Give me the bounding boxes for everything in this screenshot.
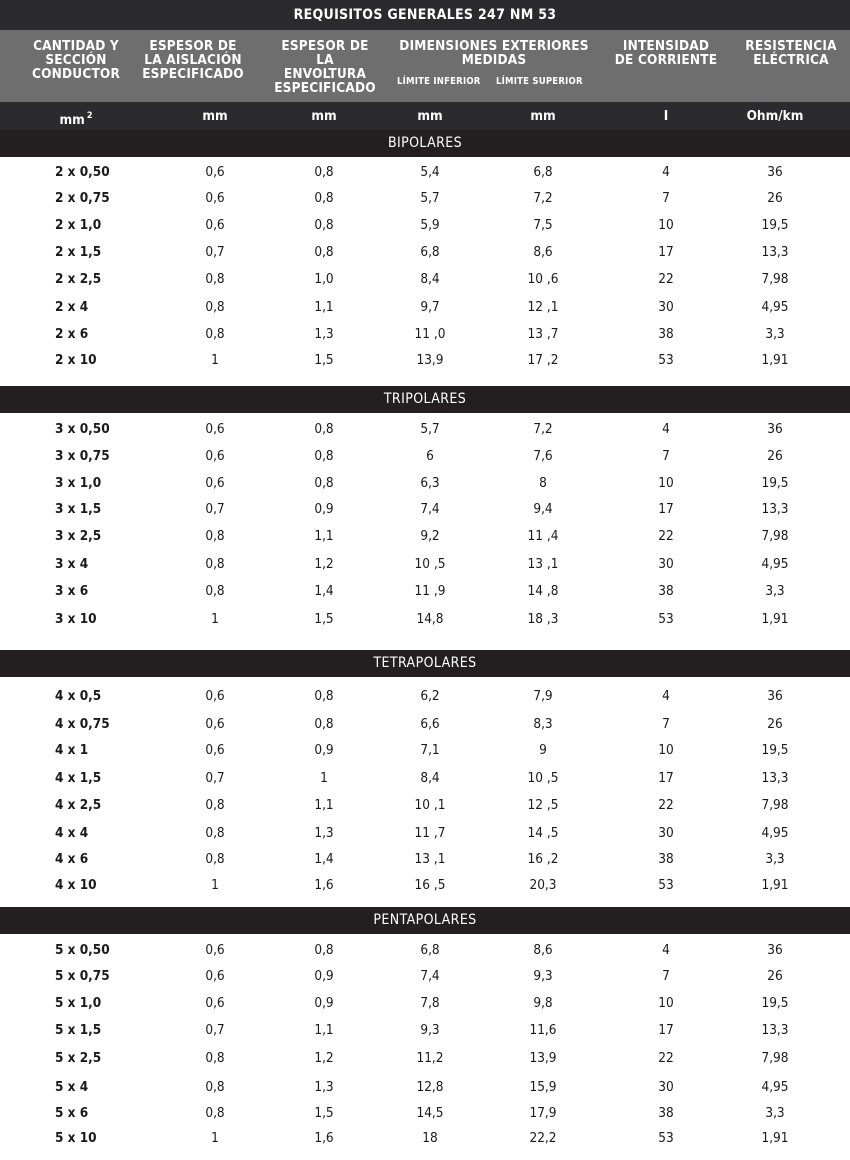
- conductor-cell: 3 x 1,0: [55, 475, 102, 491]
- value-cell: 0,9: [314, 501, 334, 517]
- conductor-cell: 3 x 6: [55, 583, 89, 599]
- value-cell: 3,3: [765, 1105, 785, 1121]
- value-cell: 17,9: [529, 1105, 557, 1121]
- value-cell: 10: [658, 475, 674, 491]
- header-limite-inferior: LÍMITE INFERIOR: [397, 76, 481, 87]
- value-cell: 8,4: [420, 271, 440, 287]
- value-cell: 36: [767, 164, 783, 180]
- value-cell: 0,8: [314, 164, 334, 180]
- value-cell: 26: [767, 190, 783, 206]
- value-cell: 9: [539, 742, 547, 758]
- value-cell: 9,3: [420, 1022, 440, 1038]
- conductor-cell: 2 x 6: [55, 326, 89, 342]
- value-cell: 1,91: [761, 1130, 789, 1146]
- value-cell: 7,2: [533, 421, 553, 437]
- table-row: [0, 240, 850, 264]
- value-cell: 20,3: [529, 877, 557, 893]
- value-cell: 1,2: [314, 556, 334, 572]
- value-cell: 6,6: [420, 716, 440, 732]
- units-row: [0, 102, 850, 130]
- value-cell: 36: [767, 688, 783, 704]
- table-row: [0, 873, 850, 897]
- table-row: [0, 1075, 850, 1099]
- value-cell: 0,8: [314, 217, 334, 233]
- value-cell: 0,8: [205, 326, 225, 342]
- header-line: ESPESOR DE: [149, 38, 237, 54]
- conductor-cell: 5 x 0,75: [55, 968, 110, 984]
- value-cell: 16 ,2: [527, 851, 559, 867]
- value-cell: 9,7: [420, 299, 440, 315]
- value-cell: 0,7: [205, 770, 225, 786]
- value-cell: 13 ,1: [414, 851, 446, 867]
- value-cell: 30: [658, 556, 674, 572]
- header-line: CONDUCTOR: [31, 66, 121, 82]
- value-cell: 1,1: [314, 299, 334, 315]
- value-cell: 19,5: [761, 995, 789, 1011]
- value-cell: 38: [658, 1105, 674, 1121]
- value-cell: 53: [658, 1130, 674, 1146]
- table-row: [0, 552, 850, 576]
- value-cell: 0,7: [205, 244, 225, 260]
- value-cell: 12 ,5: [527, 797, 559, 813]
- section-header: TRIPOLARES: [0, 386, 850, 413]
- value-cell: 10 ,6: [527, 271, 559, 287]
- value-cell: 0,8: [205, 583, 225, 599]
- unit-limite-inferior: mm: [417, 108, 443, 124]
- unit-text: mm: [59, 112, 85, 128]
- value-cell: 38: [658, 326, 674, 342]
- table-row: [0, 938, 850, 962]
- value-cell: 5,9: [420, 217, 440, 233]
- header-espesor-aislacion: [136, 39, 250, 81]
- table-row: [0, 471, 850, 495]
- value-cell: 17: [658, 244, 674, 260]
- value-cell: 13,9: [529, 1050, 557, 1066]
- value-cell: 13,3: [761, 770, 789, 786]
- value-cell: 1,0: [314, 271, 334, 287]
- table-row: [0, 991, 850, 1015]
- value-cell: 10 ,5: [414, 556, 446, 572]
- header-limite-superior: LÍMITE SUPERIOR: [496, 76, 583, 87]
- value-cell: 0,6: [205, 995, 225, 1011]
- table-row: [0, 1101, 850, 1125]
- value-cell: 12,8: [416, 1079, 444, 1095]
- value-cell: 22: [658, 528, 674, 544]
- table-row: [0, 712, 850, 736]
- value-cell: 4,95: [761, 1079, 789, 1095]
- value-cell: 11 ,4: [527, 528, 559, 544]
- value-cell: 0,6: [205, 716, 225, 732]
- value-cell: 13 ,7: [527, 326, 559, 342]
- value-cell: 11,6: [529, 1022, 557, 1038]
- value-cell: 6,8: [420, 942, 440, 958]
- value-cell: 1,3: [314, 326, 334, 342]
- unit-superscript: 2: [86, 111, 93, 121]
- header-dimensiones-exteriores: [394, 39, 594, 67]
- value-cell: 19,5: [761, 217, 789, 233]
- value-cell: 0,8: [205, 825, 225, 841]
- value-cell: 0,8: [205, 1105, 225, 1121]
- header-line: INTENSIDAD: [622, 38, 710, 54]
- header-line: MEDIDAS: [461, 52, 527, 68]
- conductor-cell: 3 x 0,75: [55, 448, 110, 464]
- value-cell: 1: [211, 352, 219, 368]
- value-cell: 4,95: [761, 299, 789, 315]
- value-cell: 0,6: [205, 421, 225, 437]
- section-header: TETRAPOLARES: [0, 650, 850, 677]
- value-cell: 26: [767, 716, 783, 732]
- value-cell: 1,1: [314, 1022, 334, 1038]
- conductor-cell: 2 x 1,5: [55, 244, 102, 260]
- value-cell: 1,1: [314, 528, 334, 544]
- table-row: [0, 186, 850, 210]
- value-cell: 53: [658, 352, 674, 368]
- header-line: ENVOLTURA: [283, 66, 367, 82]
- conductor-cell: 4 x 0,75: [55, 716, 110, 732]
- value-cell: 1,1: [314, 797, 334, 813]
- value-cell: 8,6: [533, 942, 553, 958]
- conductor-cell: 4 x 0,5: [55, 688, 102, 704]
- value-cell: 9,8: [533, 995, 553, 1011]
- value-cell: 18 ,3: [527, 611, 559, 627]
- table-row: [0, 1018, 850, 1042]
- value-cell: 0,9: [314, 742, 334, 758]
- value-cell: 1: [320, 770, 328, 786]
- table-row: [0, 524, 850, 548]
- value-cell: 0,8: [205, 299, 225, 315]
- header-line: ESPECIFICADO: [274, 80, 376, 96]
- header-line: ELÉCTRICA: [753, 52, 829, 68]
- value-cell: 6: [426, 448, 434, 464]
- header-line: RESISTENCIA: [745, 38, 837, 54]
- value-cell: 14 ,5: [527, 825, 559, 841]
- value-cell: 4: [662, 942, 670, 958]
- value-cell: 1,6: [314, 1130, 334, 1146]
- value-cell: 0,9: [314, 995, 334, 1011]
- value-cell: 7,5: [533, 217, 553, 233]
- unit-limite-superior: mm: [530, 108, 556, 124]
- section-header: PENTAPOLARES: [0, 907, 850, 934]
- conductor-cell: 5 x 2,5: [55, 1050, 102, 1066]
- value-cell: 14 ,8: [527, 583, 559, 599]
- table-row: [0, 738, 850, 762]
- value-cell: 5,7: [420, 190, 440, 206]
- value-cell: 0,6: [205, 968, 225, 984]
- value-cell: 1,3: [314, 825, 334, 841]
- value-cell: 3,3: [765, 326, 785, 342]
- value-cell: 26: [767, 968, 783, 984]
- table-row: [0, 684, 850, 708]
- table-row: [0, 417, 850, 441]
- conductor-cell: 5 x 1,5: [55, 1022, 102, 1038]
- conductor-cell: 2 x 10: [55, 352, 97, 368]
- value-cell: 22: [658, 797, 674, 813]
- conductor-cell: 3 x 4: [55, 556, 89, 572]
- conductor-cell: 5 x 0,50: [55, 942, 110, 958]
- value-cell: 22,2: [529, 1130, 557, 1146]
- value-cell: 7: [662, 968, 670, 984]
- value-cell: 1: [211, 611, 219, 627]
- value-cell: 11,2: [416, 1050, 444, 1066]
- value-cell: 7: [662, 716, 670, 732]
- conductor-cell: 3 x 2,5: [55, 528, 102, 544]
- table-row: [0, 964, 850, 988]
- table-row: [0, 267, 850, 291]
- value-cell: 10 ,5: [527, 770, 559, 786]
- unit-resistencia: Ohm/km: [746, 108, 804, 124]
- value-cell: 7,4: [420, 501, 440, 517]
- value-cell: 6,2: [420, 688, 440, 704]
- value-cell: 8,4: [420, 770, 440, 786]
- value-cell: 12 ,1: [527, 299, 559, 315]
- table-row: [0, 607, 850, 631]
- value-cell: 7: [662, 448, 670, 464]
- value-cell: 6,8: [533, 164, 553, 180]
- value-cell: 36: [767, 942, 783, 958]
- conductor-cell: 5 x 4: [55, 1079, 89, 1095]
- section-header: BIPOLARES: [0, 130, 850, 157]
- value-cell: 10: [658, 217, 674, 233]
- header-line: LA: [316, 52, 334, 68]
- value-cell: 30: [658, 299, 674, 315]
- conductor-cell: 2 x 0,75: [55, 190, 110, 206]
- conductor-cell: 5 x 1,0: [55, 995, 102, 1011]
- table-row: [0, 1046, 850, 1070]
- value-cell: 0,8: [205, 851, 225, 867]
- value-cell: 0,7: [205, 501, 225, 517]
- value-cell: 26: [767, 448, 783, 464]
- value-cell: 17: [658, 501, 674, 517]
- value-cell: 7: [662, 190, 670, 206]
- conductor-cell: 3 x 10: [55, 611, 97, 627]
- value-cell: 6,8: [420, 244, 440, 260]
- header-line: SECCIÓN: [45, 52, 107, 68]
- value-cell: 0,6: [205, 448, 225, 464]
- value-cell: 53: [658, 611, 674, 627]
- table-row: [0, 793, 850, 817]
- value-cell: 13 ,1: [527, 556, 559, 572]
- value-cell: 1,2: [314, 1050, 334, 1066]
- value-cell: 7,98: [761, 797, 789, 813]
- value-cell: 19,5: [761, 742, 789, 758]
- table-row: [0, 348, 850, 372]
- value-cell: 38: [658, 851, 674, 867]
- value-cell: 7,98: [761, 1050, 789, 1066]
- value-cell: 1,5: [314, 611, 334, 627]
- value-cell: 22: [658, 271, 674, 287]
- value-cell: 7,1: [420, 742, 440, 758]
- value-cell: 18: [422, 1130, 438, 1146]
- value-cell: 14,8: [416, 611, 444, 627]
- value-cell: 17 ,2: [527, 352, 559, 368]
- value-cell: 1,4: [314, 583, 334, 599]
- header-line: DIMENSIONES EXTERIORES: [399, 38, 589, 54]
- unit-envoltura: mm: [311, 108, 337, 124]
- value-cell: 0,6: [205, 742, 225, 758]
- conductor-cell: 4 x 6: [55, 851, 89, 867]
- table-row: [0, 579, 850, 603]
- header-line: ESPESOR DE: [281, 38, 369, 54]
- conductor-cell: 4 x 10: [55, 877, 97, 893]
- value-cell: 14,5: [416, 1105, 444, 1121]
- conductor-cell: 4 x 1: [55, 742, 89, 758]
- value-cell: 7,8: [420, 995, 440, 1011]
- value-cell: 0,8: [205, 797, 225, 813]
- value-cell: 0,6: [205, 164, 225, 180]
- value-cell: 0,8: [314, 688, 334, 704]
- value-cell: 0,8: [314, 421, 334, 437]
- table-row: [0, 213, 850, 237]
- value-cell: 30: [658, 1079, 674, 1095]
- value-cell: 22: [658, 1050, 674, 1066]
- table-row: [0, 295, 850, 319]
- value-cell: 0,8: [314, 190, 334, 206]
- value-cell: 5,7: [420, 421, 440, 437]
- value-cell: 4,95: [761, 825, 789, 841]
- table-row: [0, 847, 850, 871]
- header-line: CANTIDAD Y: [33, 38, 119, 54]
- value-cell: 36: [767, 421, 783, 437]
- value-cell: 1,91: [761, 352, 789, 368]
- value-cell: 1,5: [314, 1105, 334, 1121]
- value-cell: 13,9: [416, 352, 444, 368]
- value-cell: 0,6: [205, 475, 225, 491]
- value-cell: 0,8: [314, 244, 334, 260]
- conductor-cell: 2 x 1,0: [55, 217, 102, 233]
- value-cell: 0,8: [314, 448, 334, 464]
- header-line: DE CORRIENTE: [614, 52, 718, 68]
- table-row: [0, 444, 850, 468]
- value-cell: 0,8: [314, 716, 334, 732]
- value-cell: 8: [539, 475, 547, 491]
- value-cell: 9,2: [420, 528, 440, 544]
- value-cell: 11 ,7: [414, 825, 446, 841]
- value-cell: 10: [658, 995, 674, 1011]
- value-cell: 1,4: [314, 851, 334, 867]
- conductor-cell: 2 x 0,50: [55, 164, 110, 180]
- header-cantidad-seccion: [30, 39, 122, 81]
- table-row: [0, 766, 850, 790]
- value-cell: 8,6: [533, 244, 553, 260]
- conductor-cell: 4 x 2,5: [55, 797, 102, 813]
- value-cell: 7,6: [533, 448, 553, 464]
- value-cell: 3,3: [765, 851, 785, 867]
- conductor-cell: 4 x 1,5: [55, 770, 102, 786]
- conductor-cell: 5 x 6: [55, 1105, 89, 1121]
- value-cell: 0,7: [205, 1022, 225, 1038]
- table-row: [0, 497, 850, 521]
- header-espesor-envoltura: [268, 39, 382, 95]
- value-cell: 19,5: [761, 475, 789, 491]
- value-cell: 38: [658, 583, 674, 599]
- value-cell: 13,3: [761, 244, 789, 260]
- header-resistencia: [738, 39, 844, 67]
- value-cell: 9,4: [533, 501, 553, 517]
- value-cell: 0,8: [205, 271, 225, 287]
- value-cell: 13,3: [761, 1022, 789, 1038]
- header-line: ESPECIFICADO: [142, 66, 244, 82]
- value-cell: 1: [211, 877, 219, 893]
- value-cell: 4: [662, 421, 670, 437]
- value-cell: 0,8: [314, 942, 334, 958]
- value-cell: 0,8: [205, 556, 225, 572]
- column-header-row: [0, 30, 850, 102]
- value-cell: 7,4: [420, 968, 440, 984]
- value-cell: 30: [658, 825, 674, 841]
- value-cell: 11 ,9: [414, 583, 446, 599]
- conductor-cell: 2 x 4: [55, 299, 89, 315]
- conductor-cell: 3 x 0,50: [55, 421, 110, 437]
- value-cell: 6,3: [420, 475, 440, 491]
- value-cell: 0,6: [205, 688, 225, 704]
- value-cell: 4: [662, 164, 670, 180]
- value-cell: 11 ,0: [414, 326, 446, 342]
- value-cell: 1,91: [761, 611, 789, 627]
- conductor-cell: 4 x 4: [55, 825, 89, 841]
- value-cell: 53: [658, 877, 674, 893]
- value-cell: 0,6: [205, 217, 225, 233]
- value-cell: 13,3: [761, 501, 789, 517]
- value-cell: 7,98: [761, 528, 789, 544]
- value-cell: 10: [658, 742, 674, 758]
- table-row: [0, 160, 850, 184]
- value-cell: 0,8: [314, 475, 334, 491]
- value-cell: 1,6: [314, 877, 334, 893]
- value-cell: 16 ,5: [414, 877, 446, 893]
- conductor-cell: 3 x 1,5: [55, 501, 102, 517]
- table-row: [0, 322, 850, 346]
- table-row: [0, 1126, 850, 1150]
- value-cell: 3,3: [765, 583, 785, 599]
- value-cell: 1,3: [314, 1079, 334, 1095]
- value-cell: 0,6: [205, 942, 225, 958]
- value-cell: 0,6: [205, 190, 225, 206]
- value-cell: 7,98: [761, 271, 789, 287]
- value-cell: 7,9: [533, 688, 553, 704]
- value-cell: 8,3: [533, 716, 553, 732]
- value-cell: 5,4: [420, 164, 440, 180]
- header-intensidad: [608, 39, 724, 67]
- value-cell: 10 ,1: [414, 797, 446, 813]
- conductor-cell: 5 x 10: [55, 1130, 97, 1146]
- conductor-cell: 2 x 2,5: [55, 271, 102, 287]
- table-title: REQUISITOS GENERALES 247 NM 53: [0, 0, 850, 30]
- value-cell: 1,5: [314, 352, 334, 368]
- value-cell: 15,9: [529, 1079, 557, 1095]
- value-cell: 1: [211, 1130, 219, 1146]
- value-cell: 1,91: [761, 877, 789, 893]
- value-cell: 17: [658, 1022, 674, 1038]
- value-cell: 0,8: [205, 1079, 225, 1095]
- value-cell: 0,8: [205, 1050, 225, 1066]
- table-row: [0, 821, 850, 845]
- header-line: LA AISLACIÓN: [144, 52, 242, 68]
- value-cell: 7,2: [533, 190, 553, 206]
- value-cell: 17: [658, 770, 674, 786]
- value-cell: 9,3: [533, 968, 553, 984]
- unit-intensidad: I: [663, 108, 669, 124]
- value-cell: 0,9: [314, 968, 334, 984]
- value-cell: 4,95: [761, 556, 789, 572]
- unit-aislacion: mm: [202, 108, 228, 124]
- value-cell: 0,8: [205, 528, 225, 544]
- value-cell: 4: [662, 688, 670, 704]
